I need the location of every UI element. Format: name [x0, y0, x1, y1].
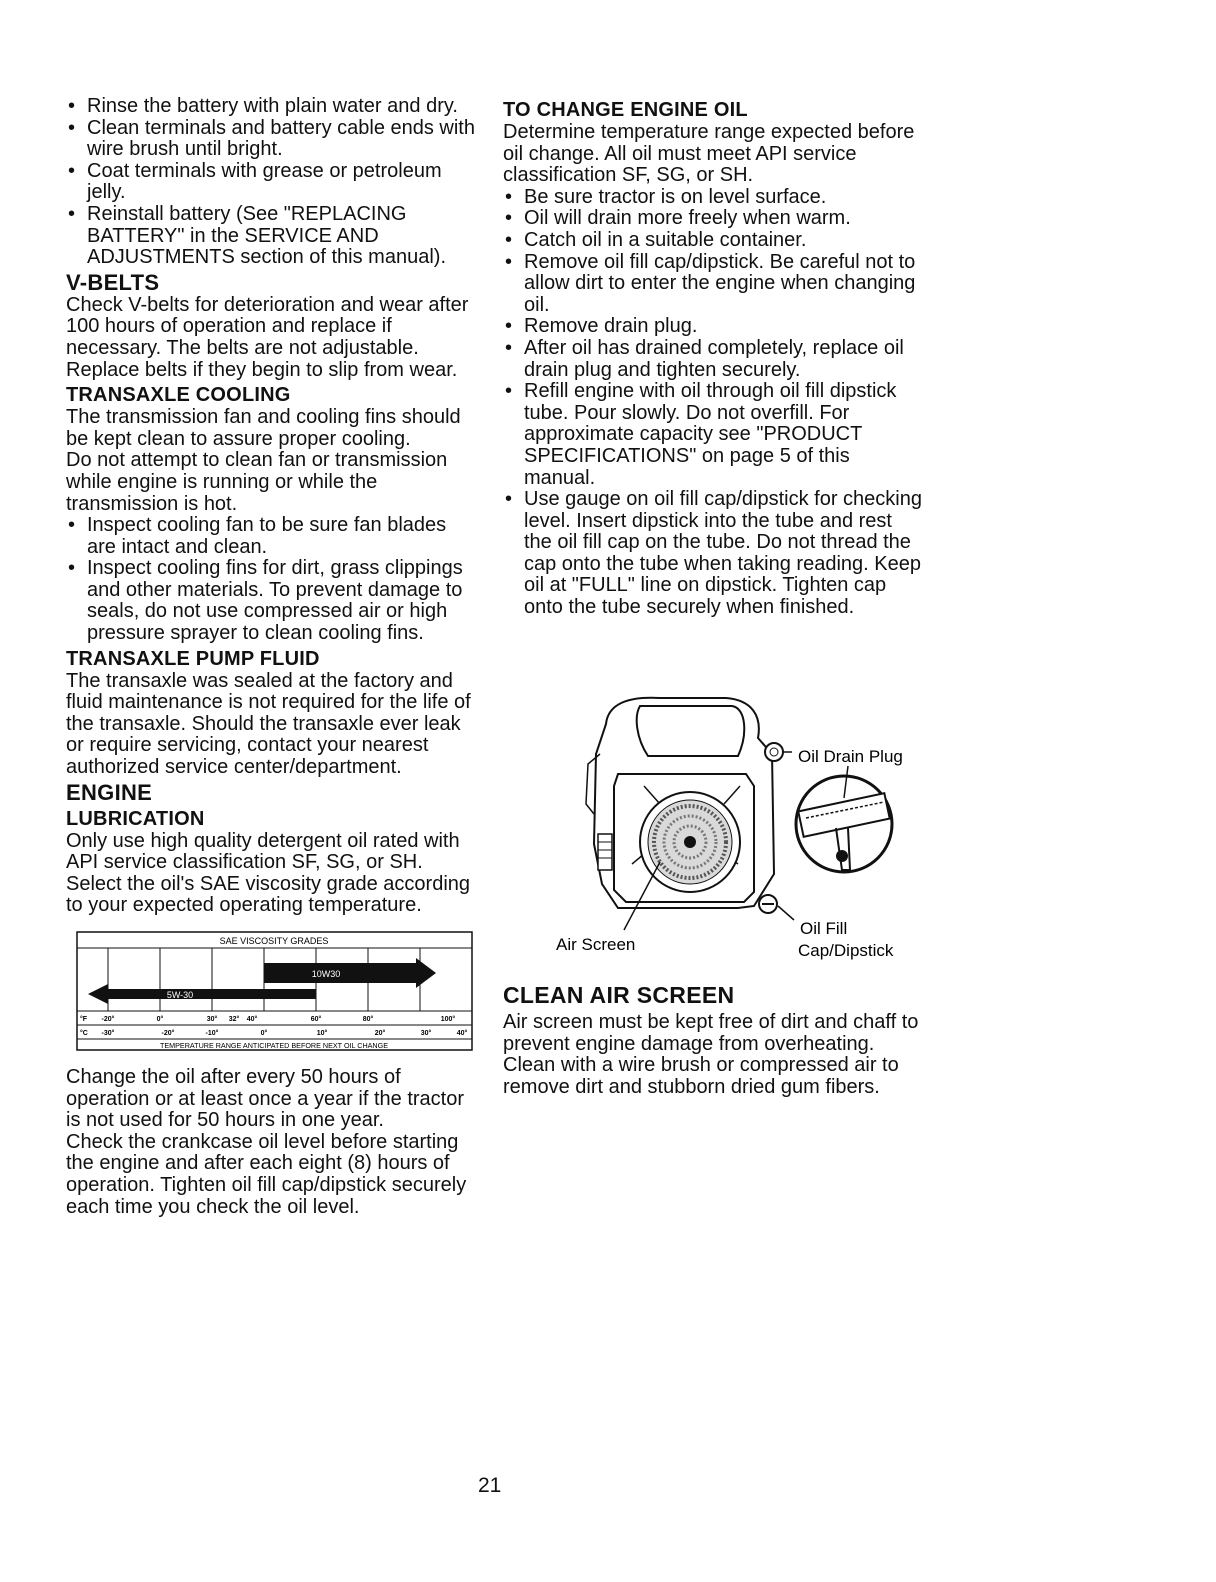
- page-number: 21: [478, 1474, 502, 1497]
- f-tick: 60°: [310, 1016, 322, 1023]
- list-item: • Coat terminals with grease or petroleum jelly.: [66, 161, 478, 204]
- engine-illustration: [548, 694, 926, 966]
- oil-fill-label: Oil Fill: [800, 919, 848, 938]
- c-tick: 0°: [260, 1030, 268, 1037]
- list-item: • Be sure tractor is on level surface.: [503, 187, 923, 209]
- list-item: • Oil will drain more freely when warm.: [503, 208, 923, 230]
- grade-10w30-bar: [264, 958, 436, 988]
- change-oil-heading: TO CHANGE ENGINE OIL: [503, 99, 748, 121]
- transaxle-cooling-heading: TRANSAXLE COOLING: [66, 384, 291, 407]
- f-tick: 80°: [362, 1016, 374, 1023]
- grade-5w30-label: 5W-30: [166, 990, 194, 1000]
- air-screen-label: Air Screen: [556, 935, 636, 954]
- sae-viscosity-chart: [76, 931, 480, 1051]
- left-column: [66, 96, 478, 1218]
- grade-10w30-label: 10W30: [311, 969, 341, 979]
- viscosity-footer: TEMPERATURE RANGE ANTICIPATED BEFORE NEXT OIL CHANGE: [159, 1041, 389, 1050]
- pump-text: The transaxle was sealed at the factory and fluid maintenance is not required for the life of the transaxle. Should the transaxle ever leak or require servicing, contact your nearest authorized service center/department.: [66, 669, 471, 779]
- vbelts-text: Check V-belts for deterioration and wear after 100 hours of operation and replace if necessary. The belts are not adjustable. Replace belts if they begin to slip from wear.: [66, 293, 469, 381]
- lubrication-text: Only use high quality detergent oil rated with API service classification SF, SG, or SH. Select the oil's SAE viscosity grade according to your expected operating temperature.: [66, 829, 471, 917]
- c-tick: -20°: [161, 1030, 175, 1037]
- viscosity-title: SAE VISCOSITY GRADES: [219, 936, 329, 946]
- list-item: • Remove oil fill cap/dipstick. Be careful not to allow dirt to enter the engine when changing oil.: [503, 252, 923, 317]
- oil-change-interval-text: Change the oil after every 50 hours of operation or at least once a year if the tractor is not used for 50 hours in one year.: [66, 1066, 464, 1132]
- change-oil-intro: Determine temperature range expected before oil change. All oil must meet API service classification SF, SG, or SH.: [503, 121, 915, 187]
- battery-steps: [66, 96, 478, 269]
- cooling-paragraph-1: The transmission fan and cooling fins should be kept clean to assure proper cooling.: [66, 406, 461, 450]
- right-column: [503, 96, 923, 619]
- c-tick: 20°: [374, 1030, 386, 1037]
- clean-air-screen-heading: CLEAN AIR SCREEN: [503, 982, 735, 1008]
- list-item: • Catch oil in a suitable container.: [503, 230, 923, 252]
- oil-drain-plug-label: Oil Drain Plug: [798, 747, 903, 766]
- c-tick: -30°: [101, 1030, 115, 1037]
- change-oil-steps: [503, 187, 923, 619]
- cap-dipstick-label: Cap/Dipstick: [798, 941, 894, 960]
- cooling-steps: [66, 515, 478, 645]
- cooling-paragraph-2: Do not attempt to clean fan or transmission while engine is running or while the transmission is hot.: [66, 449, 448, 515]
- lubrication-heading: LUBRICATION: [66, 807, 205, 830]
- fahrenheit-unit: °F: [80, 1016, 88, 1023]
- list-item: • Refill engine with oil through oil fill dipstick tube. Pour slowly. Do not overfill. For approximate capacity see "PRODUCT SPECIFICATIONS" on page 5 of this manual.: [503, 381, 923, 489]
- grade-5w30-bar: [88, 984, 316, 1004]
- f-tick: 100°: [440, 1016, 456, 1023]
- c-tick: 30°: [420, 1030, 432, 1037]
- c-tick: 10°: [316, 1030, 328, 1037]
- f-tick: 30°: [206, 1016, 218, 1023]
- f-tick: 0°: [156, 1016, 164, 1023]
- f-tick: -20°: [101, 1016, 115, 1023]
- celsius-unit: °C: [80, 1030, 88, 1037]
- list-item: • After oil has drained completely, replace oil drain plug and tighten securely.: [503, 338, 923, 381]
- list-item: • Remove drain plug.: [503, 316, 923, 338]
- list-item: • Reinstall battery (See "REPLACING BATTERY" in the SERVICE AND ADJUSTMENTS section of this manual).: [66, 204, 478, 269]
- transaxle-pump-heading: TRANSAXLE PUMP FLUID: [66, 647, 320, 670]
- list-item: • Inspect cooling fins for dirt, grass clippings and other materials. To prevent damage to seals, do not use compressed air or high pressure sprayer to clean cooling fins.: [66, 558, 478, 644]
- list-item: • Use gauge on oil fill cap/dipstick for checking level. Insert dipstick into the tube and rest the oil fill cap on the tube. Do not thread the cap onto the tube when taking reading. Keep oil at "FULL" line on dipstick. Tighten cap onto the tube securely when finished.: [503, 489, 923, 619]
- drain-plug-graphic: [765, 743, 783, 761]
- list-item: • Rinse the battery with plain water and dry.: [66, 96, 478, 118]
- list-item: • Clean terminals and battery cable ends with wire brush until bright.: [66, 118, 478, 161]
- f-tick: 40°: [246, 1016, 258, 1023]
- list-item: • Inspect cooling fan to be sure fan blades are intact and clean.: [66, 515, 478, 558]
- c-tick: 40°: [456, 1030, 468, 1037]
- crankcase-check-text: Check the crankcase oil level before starting the engine and after each eight (8) hours of operation. Tighten oil fill cap/dipstick securely each time you check the oil level.: [66, 1130, 467, 1218]
- engine-heading: ENGINE: [66, 779, 153, 805]
- vbelts-heading: V-BELTS: [66, 269, 160, 295]
- f-tick: 32°: [228, 1016, 240, 1023]
- clean-air-screen-text: Air screen must be kept free of dirt and chaff to prevent engine damage from overheating. Clean with a wire brush or compressed air to remove dirt and stubborn dried gum fibers.: [503, 1011, 919, 1098]
- c-tick: -10°: [205, 1030, 219, 1037]
